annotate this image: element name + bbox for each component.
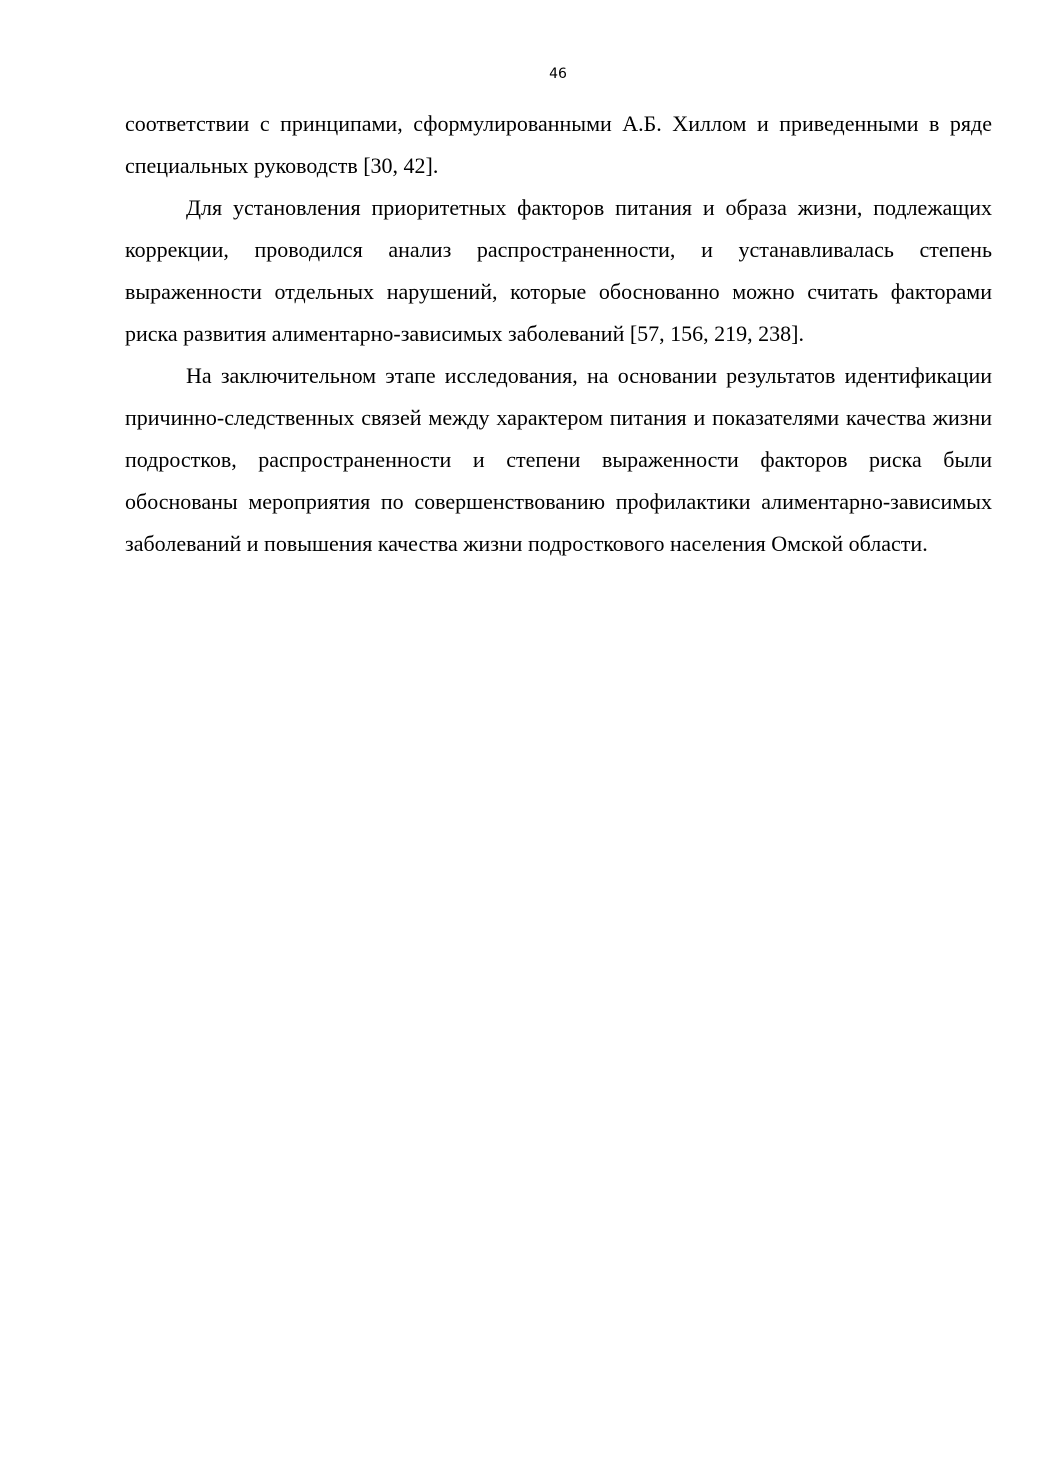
paragraph-final-stage: На заключительном этапе исследования, на основании результатов идентификации причинно-следственных связей между характером питания и показателями качества жизни подростков, распространенности и степени выраженности факторов риска были обоснованы мероприятия по совершенствованию профилактики алиментарно-зависимых заболеваний и повышения качества жизни подросткового населения Омской области. — [125, 363, 992, 556]
page-number: 46 — [549, 66, 567, 82]
paragraph-continuation: соответствии с принципами, сформулированными А.Б. Хиллом и приведенными в ряде специальных руководств [30, 42]. — [125, 111, 992, 178]
paragraph-priority-factors: Для установления приоритетных факторов питания и образа жизни, подлежащих коррекции, проводился анализ распространенности, и устанавливалась степень выраженности отдельных нарушений, которые обоснованно можно считать факторами риска развития алиментарно-зависимых заболеваний [57, 156, 219, 238]. — [125, 195, 992, 346]
body-text — [125, 103, 992, 565]
